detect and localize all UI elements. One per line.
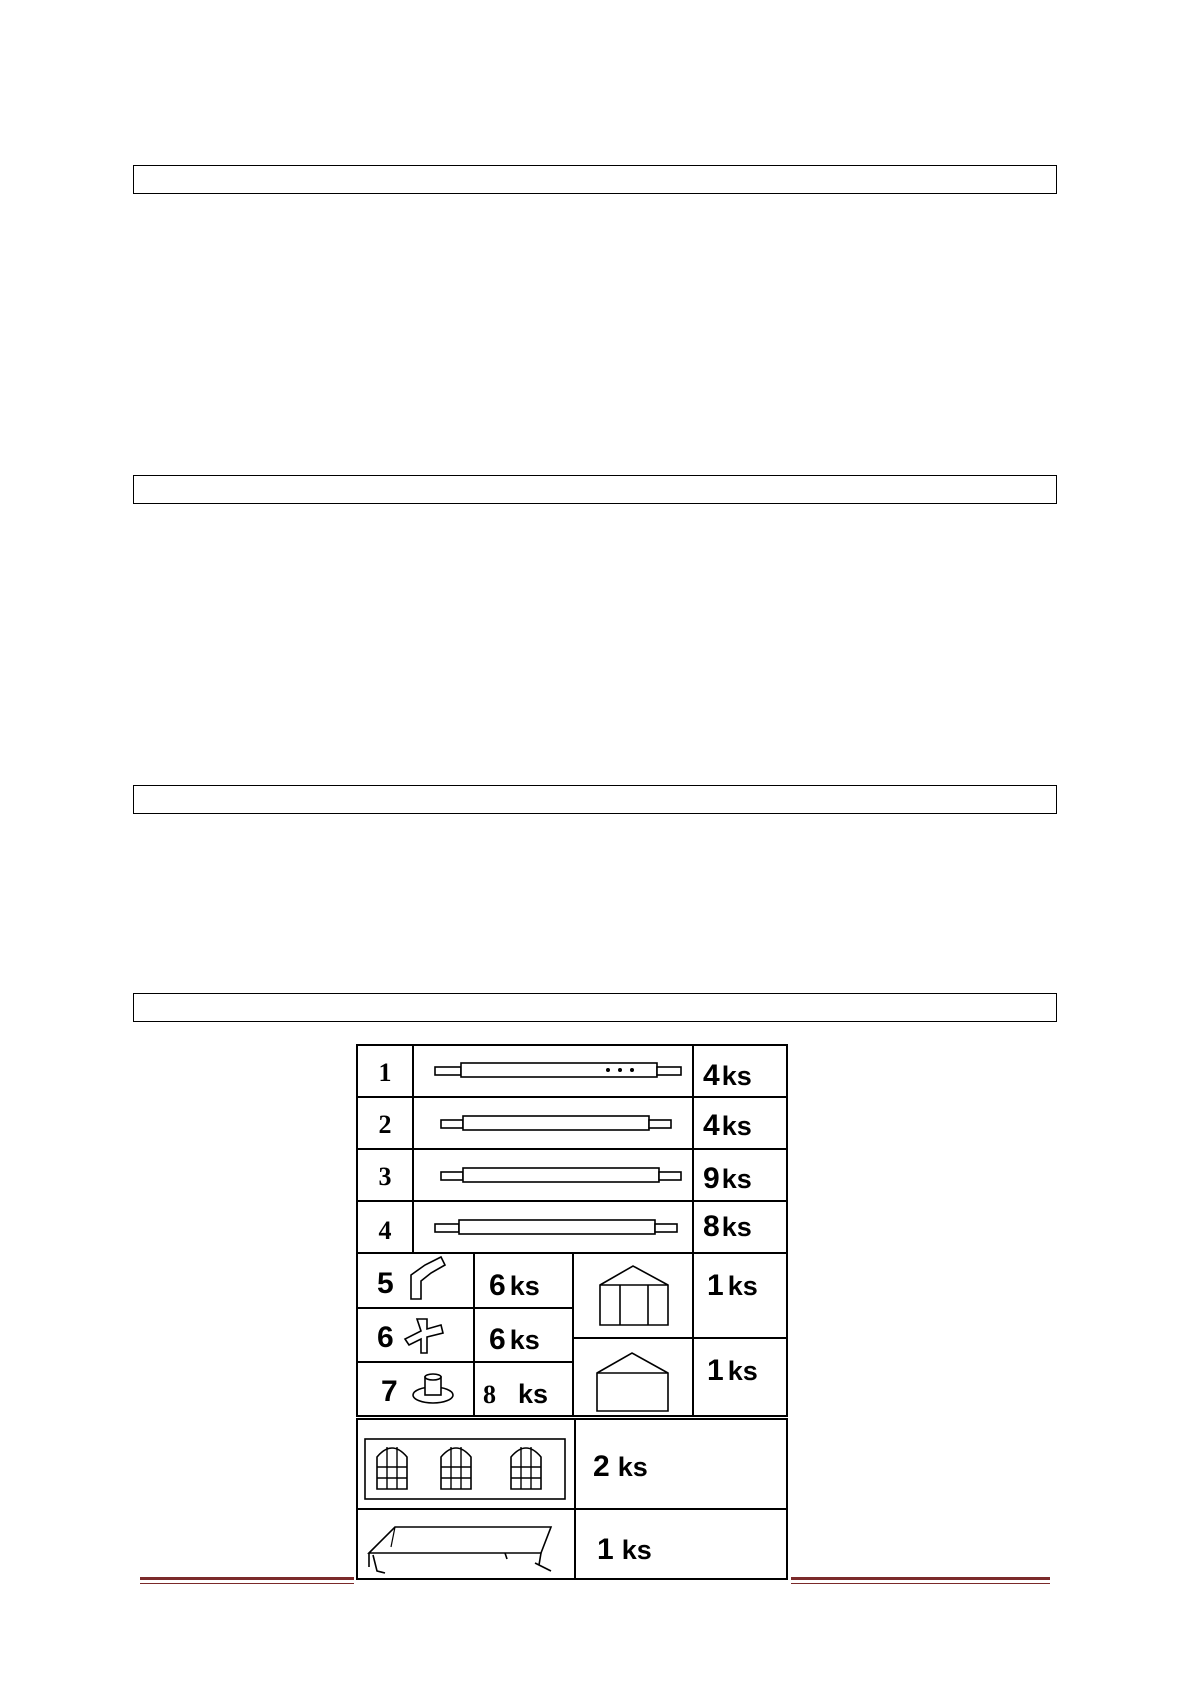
pole-with-holes-icon <box>435 1063 681 1077</box>
svg-text:8ks <box>703 1210 752 1243</box>
svg-text:1ks <box>597 1533 652 1566</box>
part-number: 5 <box>377 1267 394 1300</box>
wall-row-plain <box>573 1338 787 1416</box>
svg-text:6ks <box>489 1323 540 1356</box>
quantity-number: 8 <box>703 1210 720 1243</box>
quantity-number: 2 <box>593 1450 610 1483</box>
pole-icon <box>441 1116 671 1130</box>
svg-text:1ks <box>707 1354 758 1387</box>
quantity-unit: ks <box>721 1164 752 1194</box>
parts-row-3 <box>357 1149 787 1201</box>
wall-row-door <box>573 1253 787 1338</box>
svg-text:1ks <box>707 1269 758 1302</box>
part-number: 1 <box>378 1058 392 1087</box>
side-wall-row <box>357 1419 787 1509</box>
footer-line-left <box>140 1577 354 1584</box>
parts-row-2 <box>357 1097 787 1149</box>
quantity-unit: ks <box>509 1325 540 1355</box>
parts-list <box>355 1043 790 1582</box>
quantity-number: 6 <box>489 1323 506 1356</box>
parts-row-4 <box>357 1201 787 1253</box>
quantity-number: 1 <box>707 1354 724 1387</box>
part-number: 6 <box>377 1321 394 1354</box>
quantity-number: 1 <box>707 1269 724 1302</box>
header-box-2 <box>133 475 1057 504</box>
quantity-number: 6 <box>489 1269 506 1302</box>
svg-text:2ks <box>593 1450 648 1483</box>
parts-row-1 <box>357 1045 787 1097</box>
svg-text:9ks <box>703 1162 752 1195</box>
quantity-unit: ks <box>727 1356 758 1386</box>
pole-icon <box>441 1168 681 1182</box>
svg-text:4ks <box>703 1059 752 1092</box>
roof-row <box>357 1509 787 1579</box>
part-number: 7 <box>381 1375 398 1408</box>
connector-row-5 <box>357 1253 573 1308</box>
quantity-unit: ks <box>721 1061 752 1091</box>
quantity-number: 4 <box>703 1109 720 1142</box>
quantity-number: 1 <box>597 1533 614 1566</box>
connector-row-7 <box>357 1362 573 1416</box>
quantity-number: 9 <box>703 1162 720 1195</box>
part-number: 3 <box>378 1162 392 1191</box>
side-wall-windows-icon <box>365 1439 565 1499</box>
header-box-1 <box>133 165 1057 194</box>
quantity-unit: ks <box>621 1535 652 1565</box>
connector-row-6 <box>357 1308 573 1362</box>
quantity-unit: ks <box>721 1111 752 1141</box>
quantity-unit: ks <box>721 1212 752 1242</box>
footer-line-right <box>791 1577 1050 1584</box>
svg-text:6ks <box>489 1269 540 1302</box>
svg-text:4ks <box>703 1109 752 1142</box>
pole-icon <box>435 1220 677 1234</box>
header-box-4 <box>133 993 1057 1022</box>
quantity-unit: ks <box>518 1379 549 1409</box>
quantity-number: 8 <box>483 1380 496 1409</box>
header-box-3 <box>133 785 1057 814</box>
quantity-unit: ks <box>617 1452 648 1482</box>
quantity-unit: ks <box>727 1271 758 1301</box>
quantity-number: 4 <box>703 1059 720 1092</box>
quantity-unit: ks <box>509 1271 540 1301</box>
part-number: 4 <box>378 1216 392 1245</box>
part-number: 2 <box>378 1110 392 1139</box>
